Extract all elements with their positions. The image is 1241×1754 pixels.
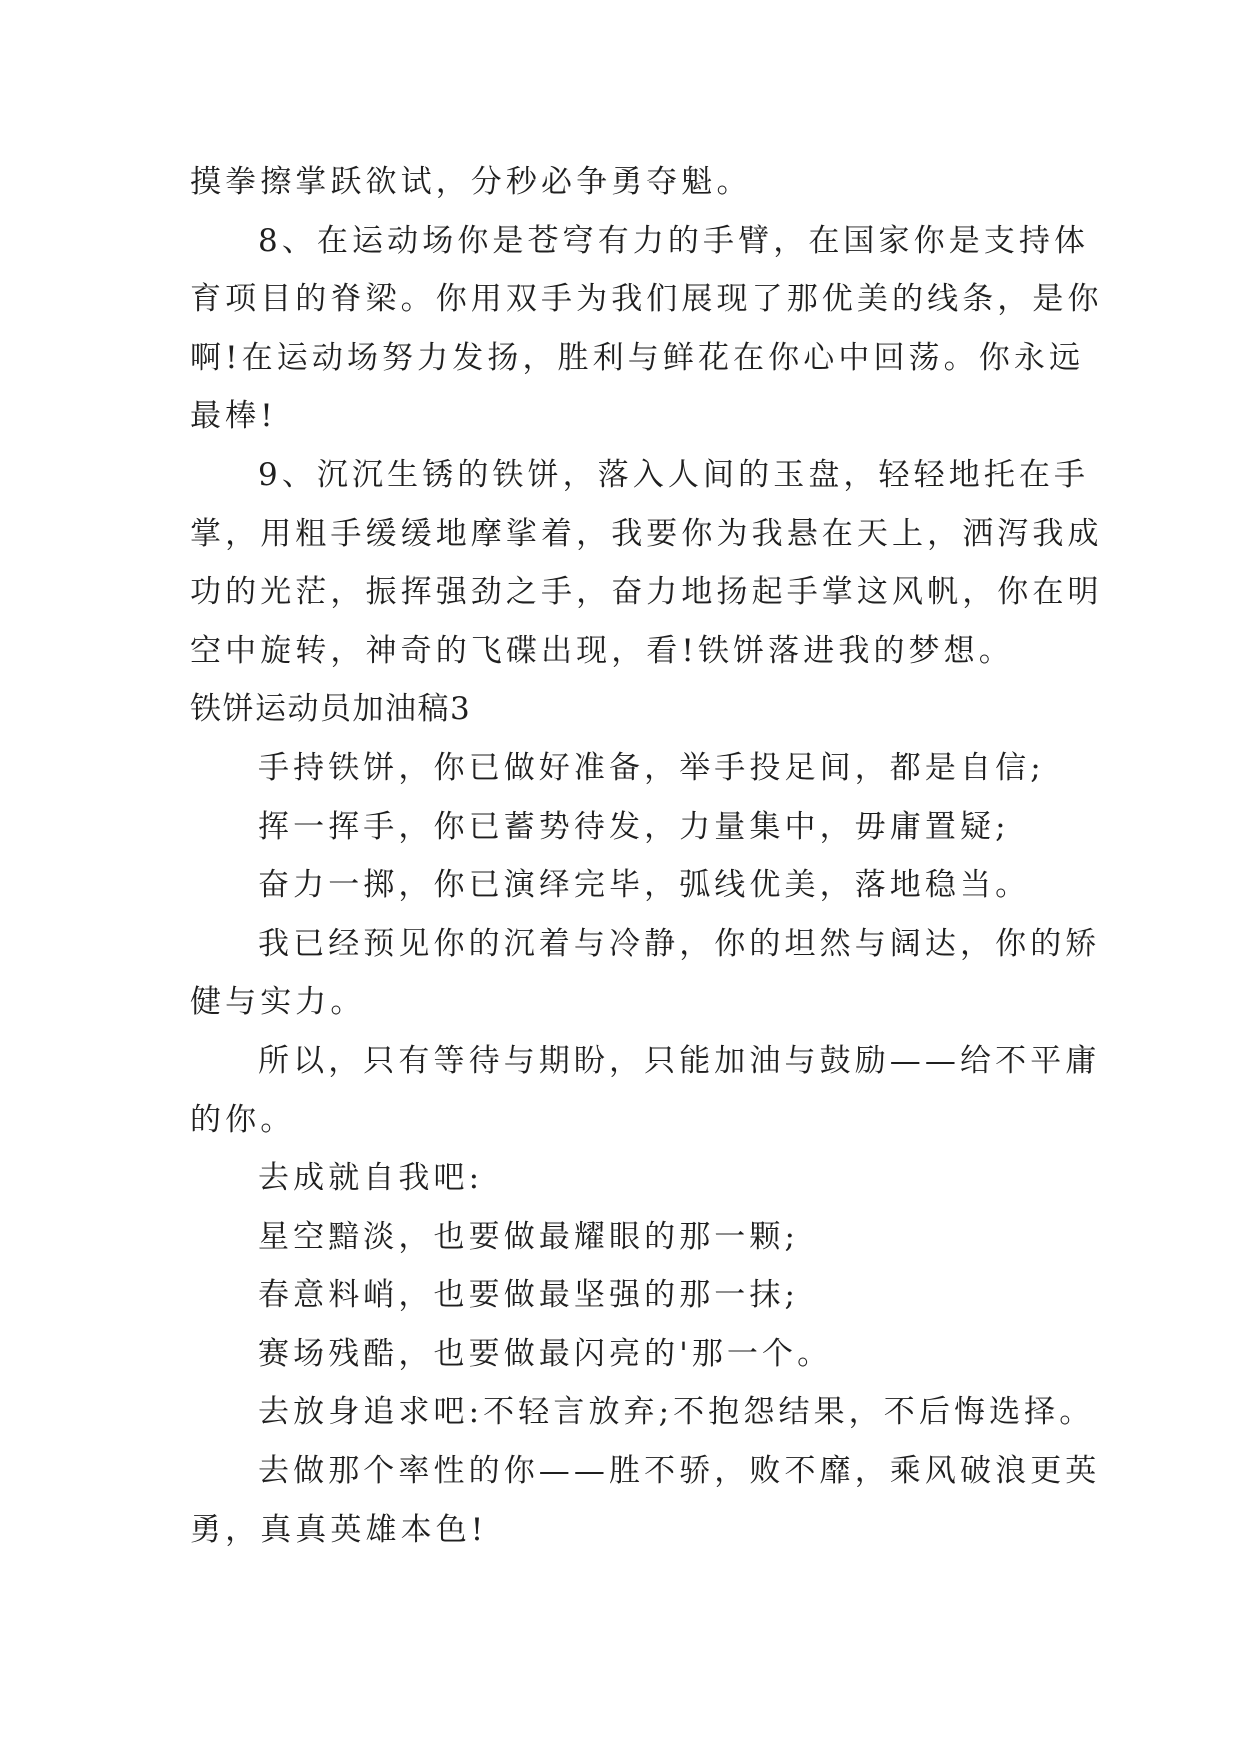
- text-line: 手持铁饼，你已做好准备，举手投足间，都是自信;: [258, 749, 1045, 786]
- document-body: [190, 153, 1103, 1559]
- text-line: 去做那个率性的你——胜不骄，败不靡，乘风破浪更英: [258, 1453, 1101, 1490]
- text-line: 空中旋转，神奇的飞碟出现，看!铁饼落进我的梦想。: [190, 632, 1014, 669]
- text-line: 最棒!: [190, 398, 277, 435]
- text-line: 摸拳擦掌跃欲试，分秒必争勇夺魁。: [190, 164, 752, 200]
- section-heading: 铁饼运动员加油稿3: [190, 691, 472, 728]
- text-line: 挥一挥手，你已蓄势待发，力量集中，毋庸置疑;: [258, 808, 1010, 845]
- text-line: 功的光茫，振挥强劲之手，奋力地扬起手掌这风帆，你在明: [190, 574, 1103, 611]
- text-line: 赛场残酷，也要做最闪亮的'那一个。: [258, 1335, 833, 1372]
- paragraph-8-line-1: 8、在运动场你是苍穹有力的手臂，在国家你是支持体: [258, 222, 1090, 259]
- text-line: 我已经预见你的沉着与冷静，你的坦然与阔达，你的矫: [258, 925, 1101, 962]
- text-line: 勇，真真英雄本色!: [190, 1511, 488, 1548]
- text-line: 去成就自我吧:: [258, 1160, 484, 1197]
- text-line: 星空黯淡，也要做最耀眼的那一颗;: [258, 1218, 800, 1255]
- text-line: 去放身追求吧:不轻言放弃;不抱怨结果，不后悔选择。: [258, 1394, 1095, 1431]
- text-line: 奋力一掷，你已演绎完毕，弧线优美，落地稳当。: [258, 867, 1031, 904]
- text-line: 啊!在运动场努力发扬，胜利与鲜花在你心中回荡。你永远: [190, 339, 1085, 376]
- text-line: 春意料峭，也要做最坚强的那一抹;: [258, 1277, 800, 1314]
- text-line: 所以，只有等待与期盼，只能加油与鼓励——给不平庸: [258, 1042, 1101, 1079]
- text-line: 的你。: [190, 1101, 296, 1138]
- text-line: 掌，用粗手缓缓地摩挲着，我要你为我悬在天上，洒泻我成: [190, 515, 1103, 552]
- text-line: 育项目的脊梁。你用双手为我们展现了那优美的线条，是你: [190, 281, 1103, 318]
- text-line: 健与实力。: [190, 984, 366, 1021]
- paragraph-9-line-1: 9、沉沉生锈的铁饼，落入人间的玉盘，轻轻地托在手: [258, 456, 1090, 493]
